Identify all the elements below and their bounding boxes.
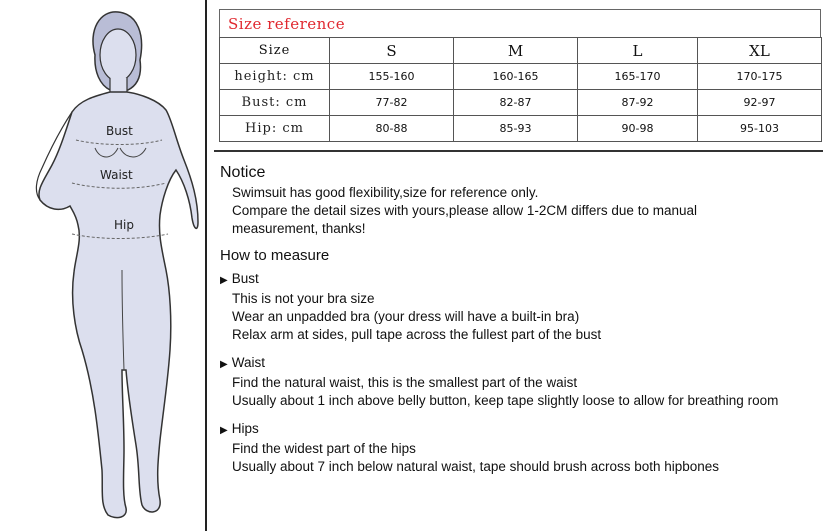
bust-measure-label: Bust	[106, 124, 133, 138]
size-reference-table	[219, 37, 822, 142]
table-header-row	[220, 38, 822, 64]
bust-instruction: This is not your bra size	[232, 291, 375, 306]
notice-line: Compare the detail sizes with yours,please allow 1-2CM differs due to manual	[232, 203, 697, 218]
size-reference-title: Size reference	[219, 9, 821, 37]
waist-section-heading	[220, 353, 820, 374]
table-cell: 80-88	[330, 116, 454, 142]
row-label-hip: Hip: cm	[220, 116, 330, 142]
table-cell: 77-82	[330, 90, 454, 116]
table-cell: 92-97	[698, 90, 822, 116]
row-label-bust: Bust: cm	[220, 90, 330, 116]
table-cell: 87-92	[578, 90, 698, 116]
table-cell: 90-98	[578, 116, 698, 142]
row-label-height: height: cm	[220, 64, 330, 90]
bust-instruction: Wear an unpadded bra (your dress will have a built-in bra)	[232, 309, 580, 324]
notice-line: Swimsuit has good flexibility,size for reference only.	[232, 185, 539, 200]
bust-section-heading	[220, 269, 820, 290]
table-header-l: L	[578, 38, 698, 64]
size-reference-table-section	[219, 9, 821, 142]
table-row	[220, 116, 822, 142]
bust-instruction: Relax arm at sides, pull tape across the fullest part of the bust	[232, 327, 602, 342]
hip-measure-label: Hip	[114, 218, 134, 232]
triangle-right-icon: ▶	[220, 425, 228, 436]
table-cell: 155-160	[330, 64, 454, 90]
measurement-notes	[220, 164, 820, 476]
waist-measure-label: Waist	[100, 168, 133, 182]
bust-section-label: Bust	[231, 271, 259, 286]
notice-title: Notice	[220, 164, 266, 181]
triangle-right-icon: ▶	[220, 275, 228, 286]
table-cell: 170-175	[698, 64, 822, 90]
body-figure-panel	[0, 0, 207, 531]
hips-instruction: Find the widest part of the hips	[232, 441, 416, 456]
waist-instruction: Find the natural waist, this is the smallest part of the waist	[232, 375, 578, 390]
table-header-size: Size	[220, 38, 330, 64]
notice-line: measurement, thanks!	[232, 221, 366, 236]
hips-instruction: Usually about 7 inch below natural waist, tape should brush across both hipbones	[232, 459, 720, 474]
section-divider	[214, 150, 823, 152]
body-silhouette-illustration	[0, 0, 205, 531]
table-cell: 85-93	[454, 116, 578, 142]
table-cell: 95-103	[698, 116, 822, 142]
waist-section-label: Waist	[231, 355, 265, 370]
table-row	[220, 64, 822, 90]
how-to-measure-title: How to measure	[220, 247, 330, 264]
table-header-m: M	[454, 38, 578, 64]
table-row	[220, 90, 822, 116]
waist-instruction: Usually about 1 inch above belly button, keep tape slightly loose to allow for breathing room	[232, 393, 779, 408]
table-header-s: S	[330, 38, 454, 64]
table-cell: 165-170	[578, 64, 698, 90]
triangle-right-icon: ▶	[220, 359, 228, 370]
hips-section-heading	[220, 419, 820, 440]
table-cell: 160-165	[454, 64, 578, 90]
hips-section-label: Hips	[231, 421, 259, 436]
table-cell: 82-87	[454, 90, 578, 116]
table-header-xl: XL	[698, 38, 822, 64]
